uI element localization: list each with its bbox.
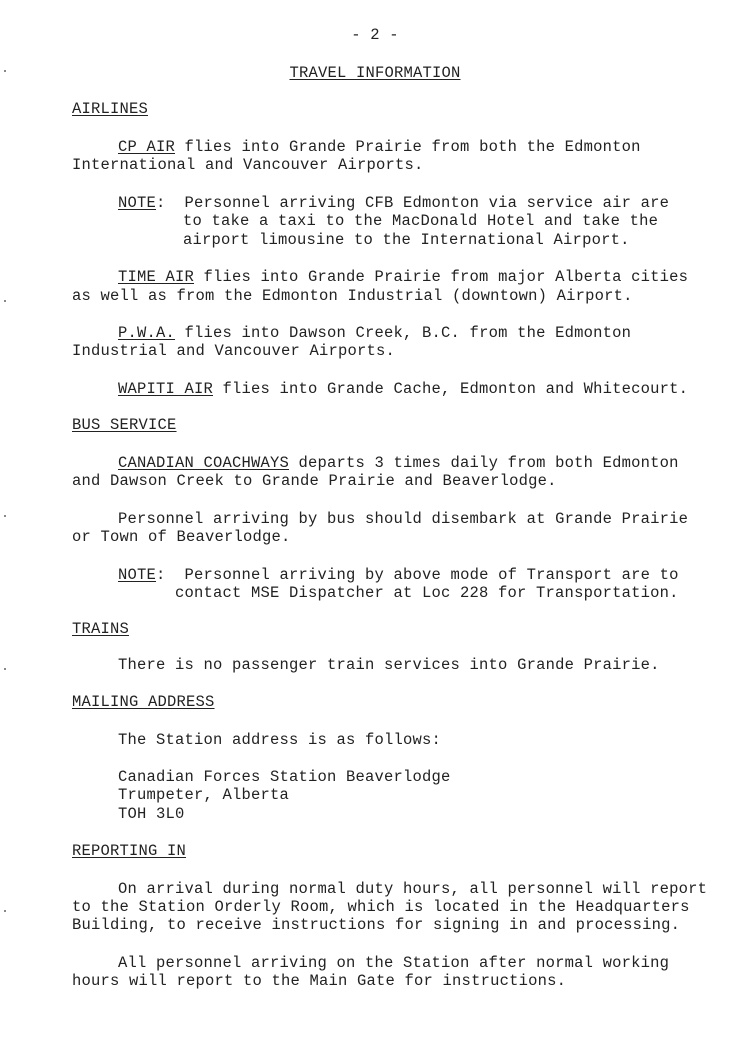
time-air-name: TIME AIR: [118, 268, 195, 286]
trains-heading: TRAINS: [72, 620, 130, 638]
cp-air-line2: International and Vancouver Airports.: [72, 156, 424, 174]
mailing-address-heading: MAILING ADDRESS: [72, 693, 215, 711]
bus-service-heading: BUS SERVICE: [72, 416, 177, 434]
scan-mark: [4, 668, 6, 670]
bus-arrival-line1: Personnel arriving by bus should disembark at Grande Prairie: [118, 510, 689, 528]
cp-air-line1: CP AIR flies into Grande Prairie from both the Edmonton: [118, 138, 641, 156]
scan-mark: [4, 70, 6, 72]
trains-line1: There is no passenger train services into Grande Prairie.: [118, 656, 660, 674]
reporting-para1-line3: Building, to receive instructions for signing in and processing.: [72, 916, 681, 934]
coachways-line1: CANADIAN COACHWAYS departs 3 times daily from both Edmonton: [118, 454, 679, 472]
page-title: TRAVEL INFORMATION: [289, 64, 461, 82]
mailing-intro: The Station address is as follows:: [118, 731, 442, 749]
address-line2: Trumpeter, Alberta: [118, 786, 290, 804]
address-line1: Canadian Forces Station Beaverlodge: [118, 768, 451, 786]
airlines-heading: AIRLINES: [72, 100, 149, 118]
scan-mark: [4, 910, 6, 912]
scan-mark: [4, 300, 6, 302]
reporting-para2-line1: All personnel arriving on the Station after normal working: [118, 954, 670, 972]
wapiti-air-line1: WAPITI AIR flies into Grande Cache, Edmonton and Whitecourt.: [118, 380, 689, 398]
airlines-note-line1: NOTE: Personnel arriving CFB Edmonton via service air are: [118, 194, 670, 212]
reporting-para1-line1: On arrival during normal duty hours, all personnel will report: [118, 880, 708, 898]
scan-mark: [4, 515, 6, 517]
time-air-line1: TIME AIR flies into Grande Prairie from major Alberta cities: [118, 268, 689, 286]
cp-air-name: CP AIR: [118, 138, 176, 156]
wapiti-air-name: WAPITI AIR: [118, 380, 214, 398]
bus-note-line1: NOTE: Personnel arriving by above mode of Transport are to: [118, 566, 679, 584]
coachways-line2: and Dawson Creek to Grande Prairie and Beaverlodge.: [72, 472, 557, 490]
time-air-line2: as well as from the Edmonton Industrial (downtown) Airport.: [72, 287, 633, 305]
address-line3: TOH 3L0: [118, 805, 185, 823]
reporting-in-heading: REPORTING IN: [72, 842, 187, 860]
note-label: NOTE: [118, 194, 157, 212]
reporting-para1-line2: to the Station Orderly Room, which is located in the Headquarters: [72, 898, 690, 916]
pwa-line2: Industrial and Vancouver Airports.: [72, 342, 396, 360]
page-number: - 2 -: [351, 26, 399, 44]
bus-note-line2: contact MSE Dispatcher at Loc 228 for Transportation.: [175, 584, 679, 602]
airlines-note-line3: airport limousine to the International Airport.: [183, 231, 630, 249]
airlines-note-line2: to take a taxi to the MacDonald Hotel and take the: [183, 212, 659, 230]
pwa-line1: P.W.A. flies into Dawson Creek, B.C. from the Edmonton: [118, 324, 632, 342]
bus-arrival-line2: or Town of Beaverlodge.: [72, 528, 291, 546]
reporting-para2-line2: hours will report to the Main Gate for instructions.: [72, 972, 567, 990]
pwa-name: P.W.A.: [118, 324, 176, 342]
note-label: NOTE: [118, 566, 157, 584]
coachways-name: CANADIAN COACHWAYS: [118, 454, 290, 472]
